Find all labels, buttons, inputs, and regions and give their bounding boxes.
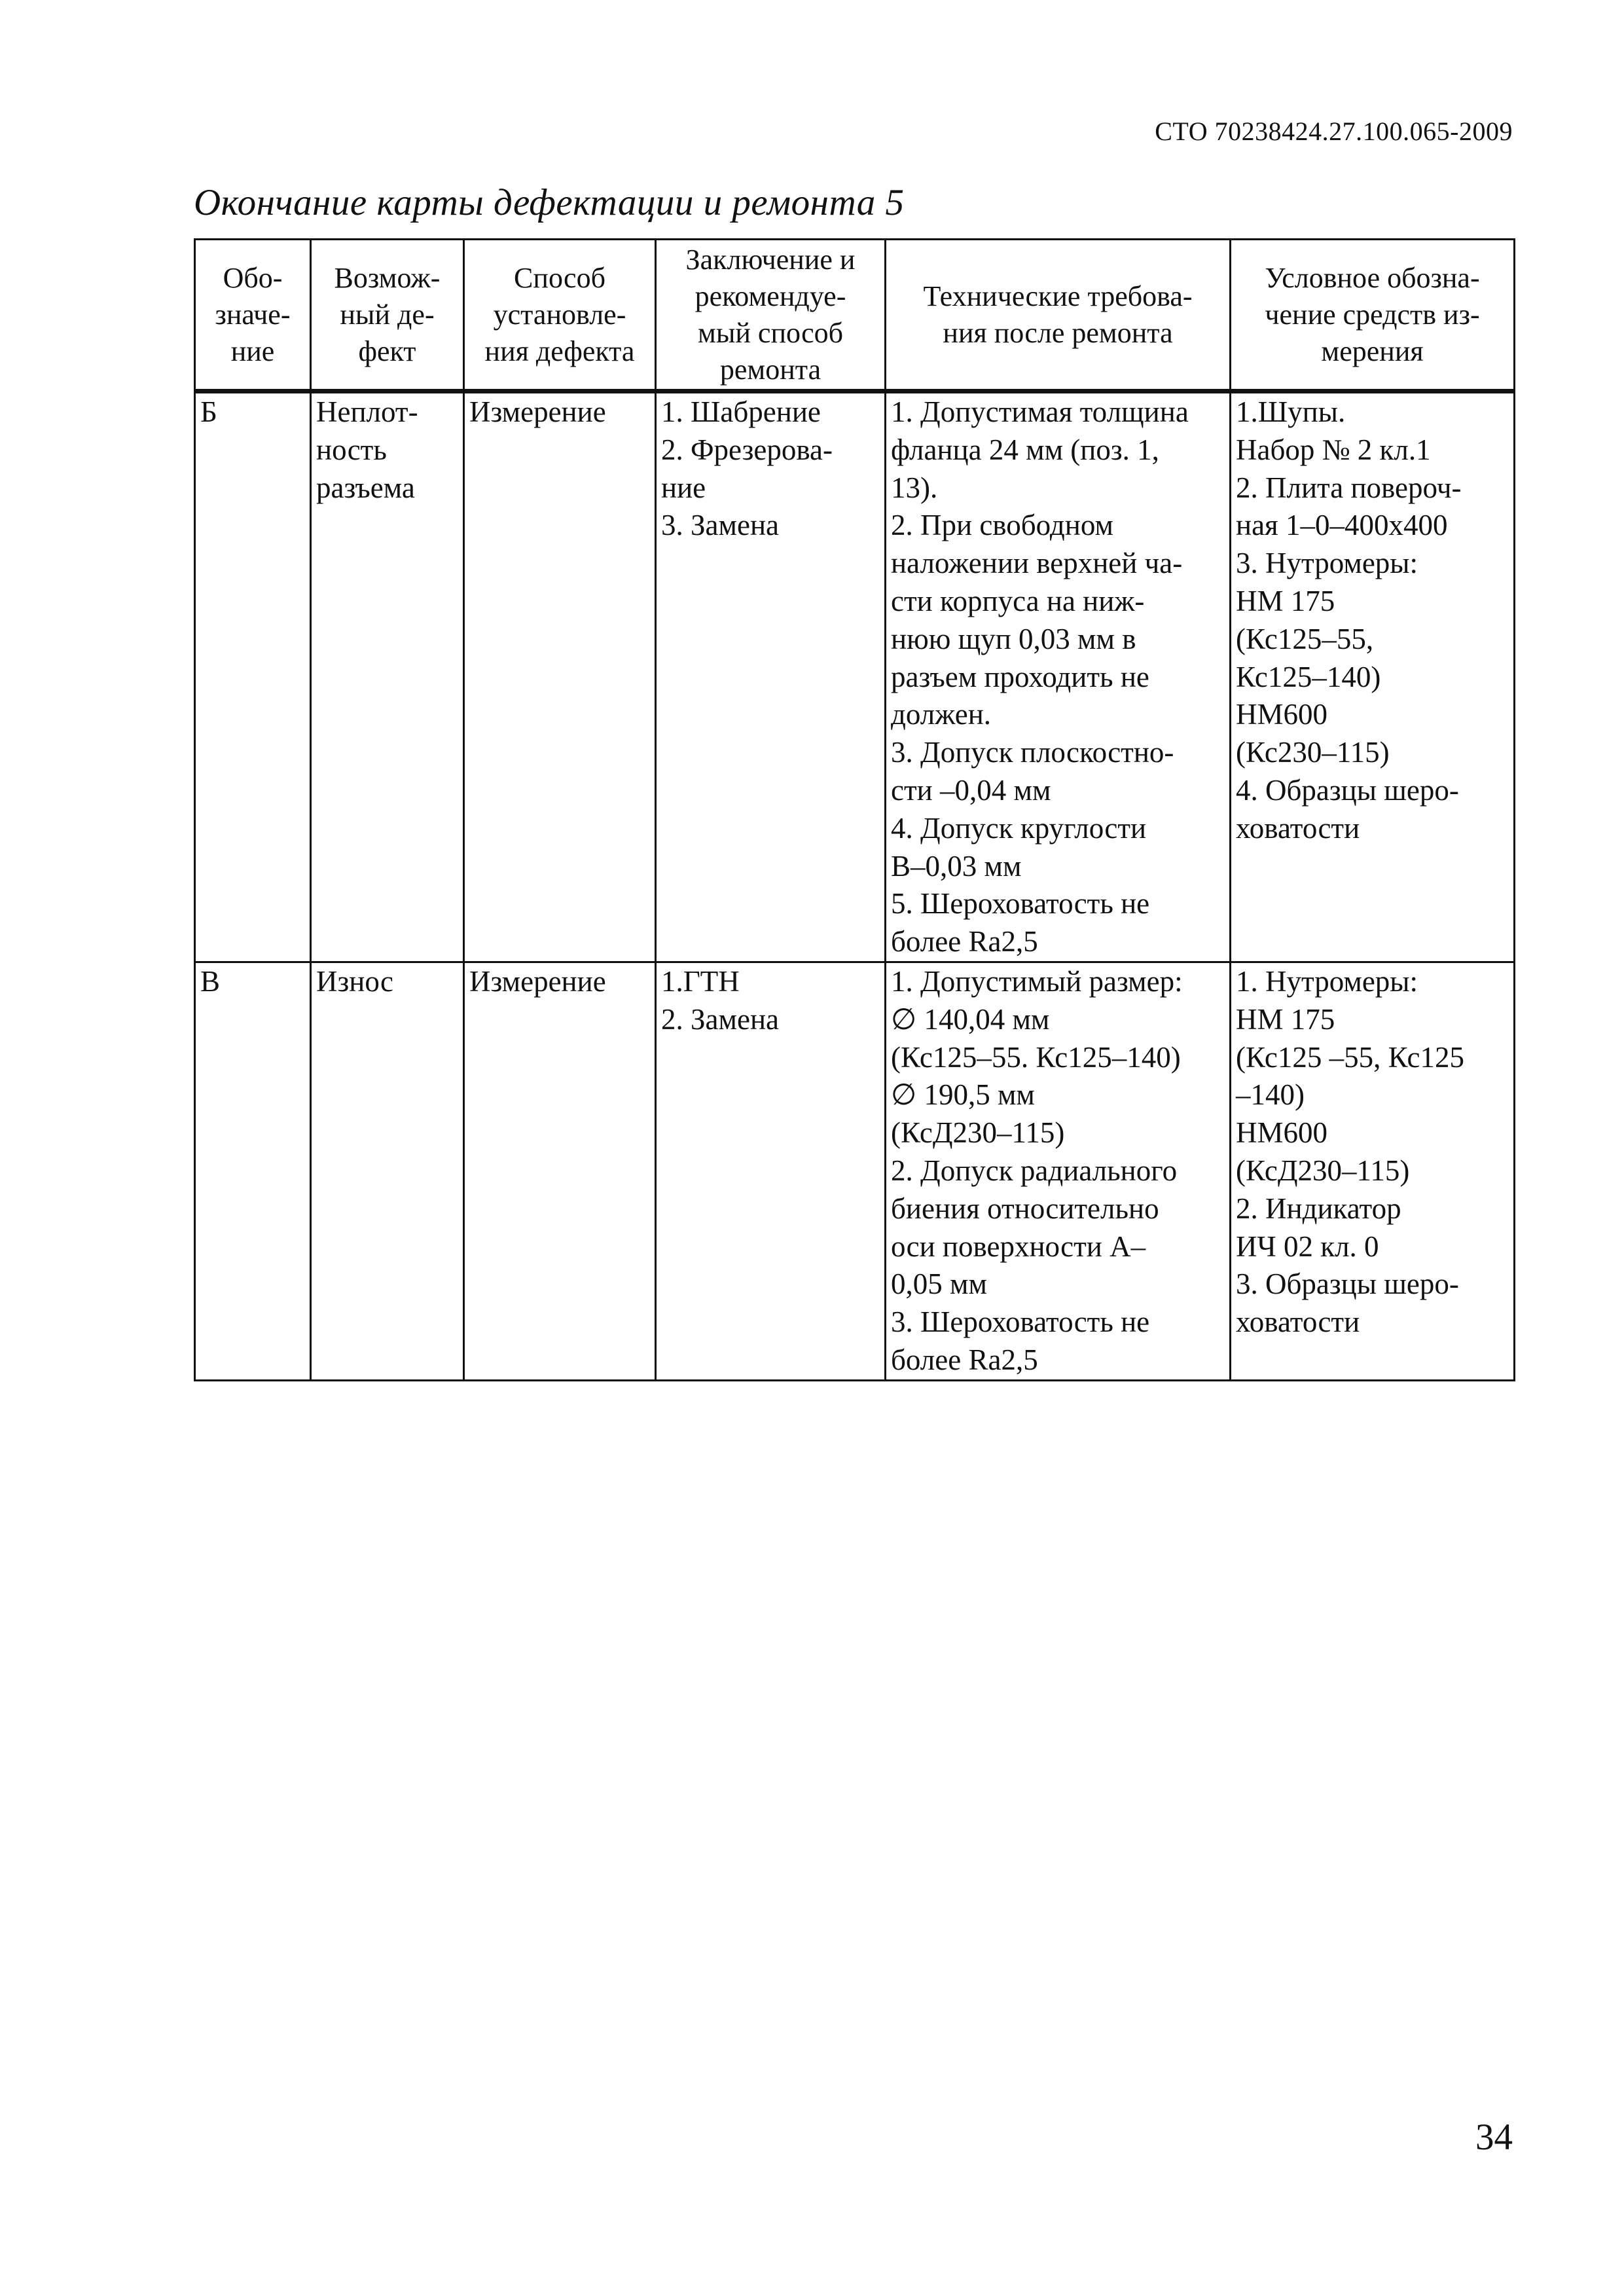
- cell-instruments: 1.Шупы. Набор № 2 кл.1 2. Плита повероч- ная 1–0–400х400 3. Нутромеры: НМ 175 (Кс125–55, Кс125–140) НМ600 (Кс230–115) 4. Образцы шеро- ховатости: [1231, 392, 1515, 962]
- cell-requirements: 1. Допустимая толщина фланца 24 мм (поз. 1, 13). 2. При свободном наложении верхней ча- сти корпуса на ниж- нюю щуп 0,03 мм в разъем проходить не должен. 3. Допуск плоскостно- сти –0,04 мм 4. Допуск круглости В–0,03 мм 5. Шероховатость не более Ra2,5: [886, 392, 1231, 962]
- document-code: СТО 70238424.27.100.065-2009: [1155, 117, 1513, 146]
- column-header-defect: Возмож- ный де- фект: [311, 240, 464, 392]
- column-header-requirements: Технические требова- ния после ремонта: [886, 240, 1231, 392]
- column-header-method: Способ установле- ния дефекта: [464, 240, 656, 392]
- cell-method: Измерение: [464, 962, 656, 1380]
- cell-instruments: 1. Нутромеры: НМ 175 (Кс125 –55, Кс125 –140) НМ600 (КсД230–115) 2. Индикатор ИЧ 02 кл. 0 3. Образцы шеро- ховатости: [1231, 962, 1515, 1380]
- page-number: 34: [1475, 2117, 1513, 2158]
- cell-method: Измерение: [464, 392, 656, 962]
- cell-designation: Б: [195, 392, 311, 962]
- cell-defect: Износ: [311, 962, 464, 1380]
- column-header-instruments: Условное обозна- чение средств из- мерения: [1231, 240, 1515, 392]
- column-header-repair: Заключение и рекомендуе- мый способ ремонта: [656, 240, 886, 392]
- defect-repair-table: [194, 238, 1515, 1381]
- table-row: [195, 962, 1515, 1380]
- table-caption: Окончание карты дефектации и ремонта 5: [194, 182, 905, 223]
- cell-repair: 1. Шабрение 2. Фрезерова- ние 3. Замена: [656, 392, 886, 962]
- cell-defect: Неплот- ность разъема: [311, 392, 464, 962]
- cell-requirements: 1. Допустимый размер: ∅ 140,04 мм (Кс125–55. Кс125–140) ∅ 190,5 мм (КсД230–115) 2. Допуск радиального биения относительно оси поверхности А– 0,05 мм 3. Шероховатость не более Ra2,5: [886, 962, 1231, 1380]
- cell-repair: 1.ГТН 2. Замена: [656, 962, 886, 1380]
- table-header-row: [195, 240, 1515, 392]
- column-header-designation: Обо- значе- ние: [195, 240, 311, 392]
- cell-designation: В: [195, 962, 311, 1380]
- table-row: [195, 392, 1515, 962]
